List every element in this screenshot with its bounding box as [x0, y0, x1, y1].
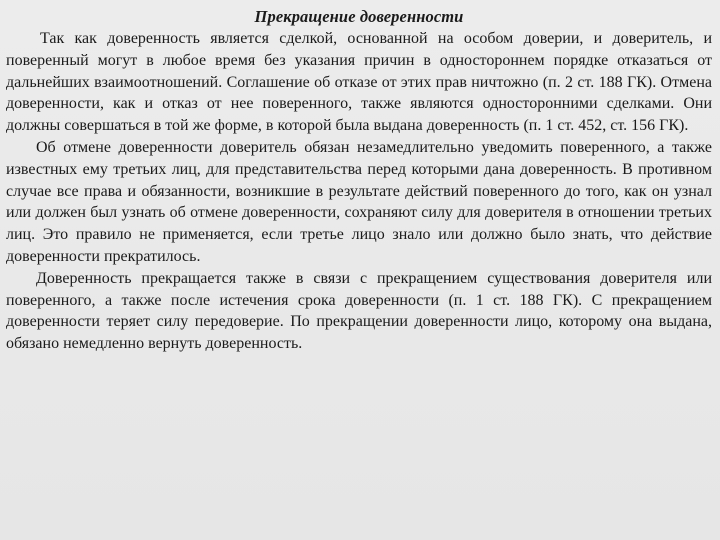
paragraph-notification-duty: Об отмене доверенности доверитель обязан незамедлительно уведомить поверенного, а также известных ему третьих лиц, для представительства перед которыми дана доверенность. В противном случае все права и обязанности, возникшие в результате действий поверенного до того, как он узнал или должен был узнать об отмене доверенности, сохраняют силу для доверителя в отношении третьих лиц. Это правило не применяется, если третье лицо знало или должно было знать, что действие доверенности прекратилось.	[6, 138, 712, 265]
paragraph-revocation-intro: Так как доверенность является сделкой, основанной на особом доверии, и доверитель, и поверенный могут в любое время без указания причин в одностороннем порядке отказаться от дальнейших взаимоотношений. Соглашение об отказе от этих прав ничтожно (п. 2 ст. 188 ГК). Отмена доверенности, как и отказ от нее поверенного, также являются односторонними сделками. Они должны совершаться в той же форме, в которой была выдана доверенность (п. 1 ст. 452, ст. 156 ГК).	[6, 30, 712, 135]
document-title: Прекращение доверенности	[254, 7, 464, 26]
paragraph-termination-grounds: Доверенность прекращается также в связи с прекращением существования доверителя или поверенного, а также после истечения срока доверенности (п. 1 ст. 188 ГК). С прекращением доверенности теряет силу передоверие. По прекращении доверенности лицо, которому она выдана, обязано немедленно вернуть доверенность.	[6, 269, 712, 353]
document-content	[6, 6, 712, 355]
